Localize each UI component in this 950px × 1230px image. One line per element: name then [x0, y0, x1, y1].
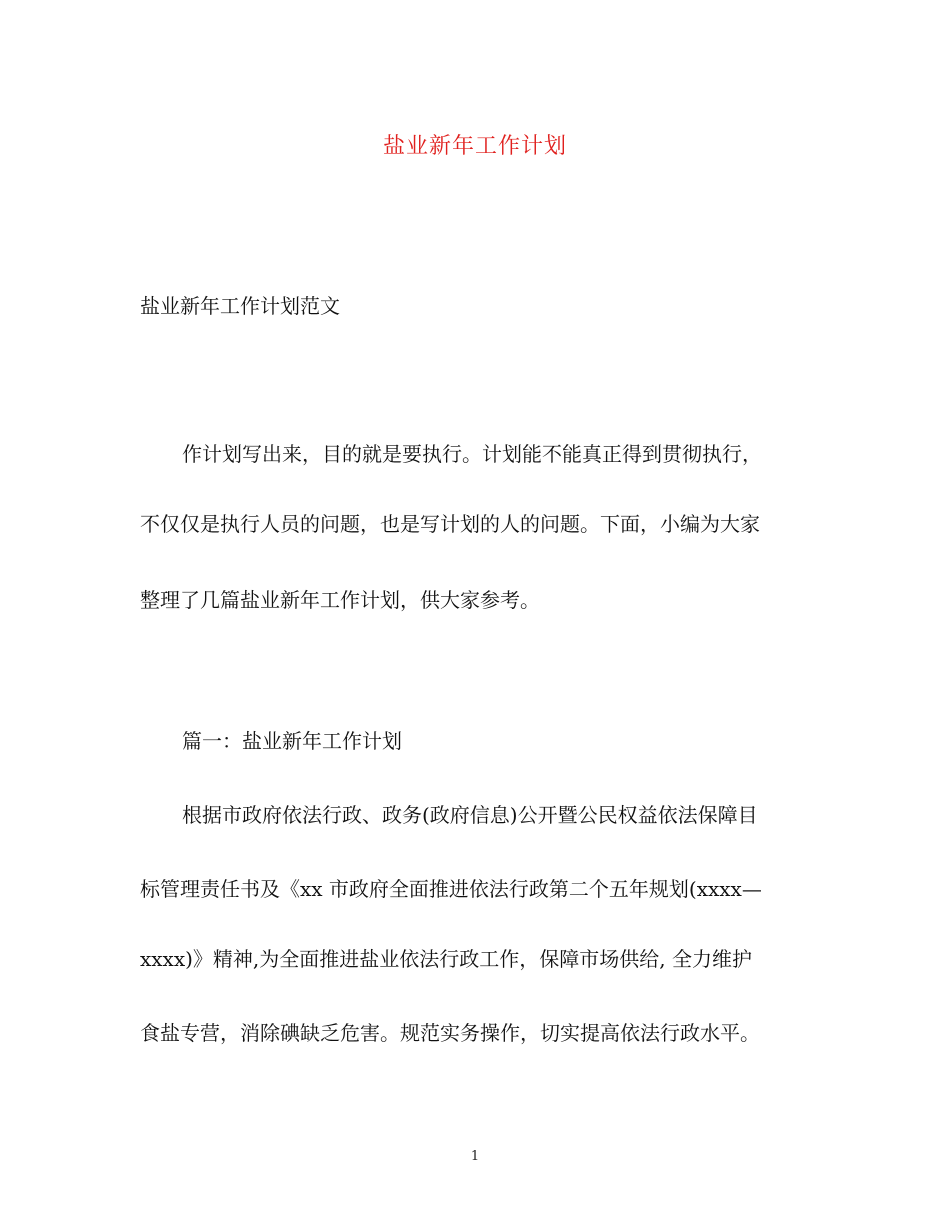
body-line: xxxx)》精神,为全面推进盐业依法行政工作，保障市场供给, 全力维护: [140, 947, 752, 971]
section-heading: 篇一：盐业新年工作计划: [182, 729, 402, 753]
intro-line: 作计划写出来，目的就是要执行。计划能不能真正得到贯彻执行，: [182, 442, 762, 466]
body-line: 标管理责任书及《xx 市政府全面推进依法行政第二个五年规划(xxxx—: [140, 877, 762, 901]
body-line: 根据市政府依法行政、政务(政府信息)公开暨公民权益依法保障目: [182, 803, 758, 827]
intro-line: 整理了几篇盐业新年工作计划，供大家参考。: [140, 588, 540, 612]
body-line: 食盐专营，消除碘缺乏危害。规范实务操作，切实提高依法行政水平。: [140, 1021, 760, 1045]
intro-line: 不仅仅是执行人员的问题，也是写计划的人的问题。下面，小编为大家: [140, 512, 760, 536]
page-number: 1: [470, 1149, 480, 1164]
document-title: 盐业新年工作计划: [382, 134, 567, 159]
document-subtitle: 盐业新年工作计划范文: [140, 294, 340, 318]
